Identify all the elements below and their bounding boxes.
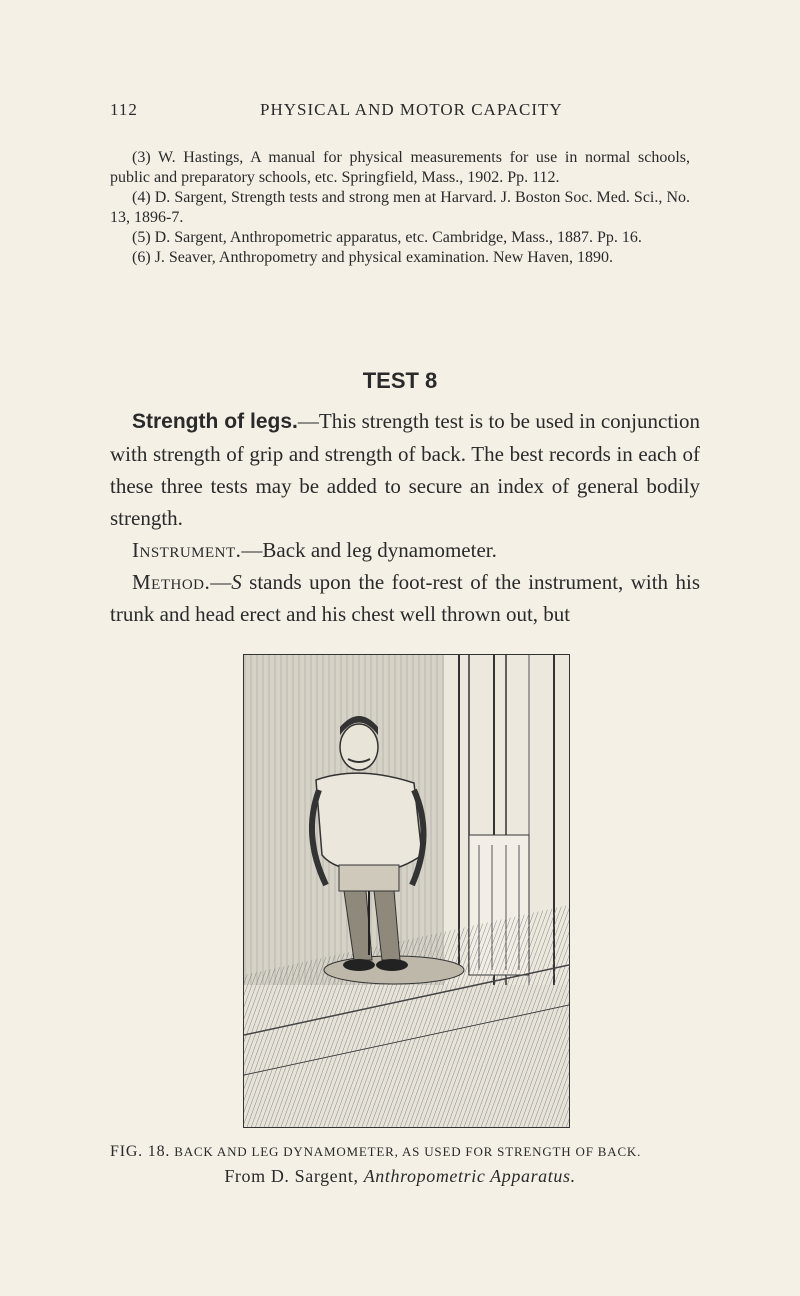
page-number: 112 [110,100,138,119]
figure-caption [110,1143,700,1161]
paragraph-lead: Strength of legs. [132,410,298,433]
running-title: PHYSICAL AND MOTOR CAPACITY [260,100,563,119]
method-text: stands upon the foot-rest of the instrument, with his trunk and head erect and his chest well thrown out, but [110,570,700,626]
method-label: Method. [132,570,211,594]
paragraph-instrument [110,534,700,566]
reference-item: (6) J. Seaver, Anthropometry and physical examination. New Haven, 1890. [132,249,614,266]
reference-list [110,148,690,268]
instrument-label: Instrument. [132,538,242,562]
figure-credit [0,1166,800,1187]
paragraph-strength-of-legs [110,405,700,534]
credit-title: Anthropometric Apparatus. [363,1166,576,1186]
paragraph-text: —This strength test is to be used in conjunction with strength of grip and strength of back. The best records in each of these three tests may be added to secure an index of general bodily strength. [110,409,700,530]
figure-caption-text: BACK AND LEG DYNAMOMETER, AS USED FOR STRENGTH OF BACK. [174,1144,642,1159]
dynamometer-illustration [244,655,569,1127]
body-text [110,405,700,630]
reference-item: (4) D. Sargent, Strength tests and strong men at Harvard. J. Boston Soc. Med. Sci., No. 13, 1896-7. [110,189,690,226]
reference-item: (5) D. Sargent, Anthropometric apparatus, etc. Cambridge, Mass., 1887. Pp. 16. [132,229,642,246]
figure-number: FIG. 18. [110,1143,171,1160]
paragraph-method: Method.—S stands upon the foot-rest of the instrument, with his trunk and head erect and his chest well thrown out, but [110,570,700,626]
credit-prefix: From D. Sargent, [224,1166,364,1186]
subject-symbol: S [231,570,242,594]
reference-item: (3) W. Hastings, A manual for physical measurements for use in normal schools, public and preparatory schools, etc. Springfield, Mass., 1902. Pp. 112. [110,149,690,186]
instrument-text: —Back and leg dynamometer. [241,538,497,562]
test-heading: TEST 8 [362,368,438,393]
figure-illustration [243,654,570,1128]
